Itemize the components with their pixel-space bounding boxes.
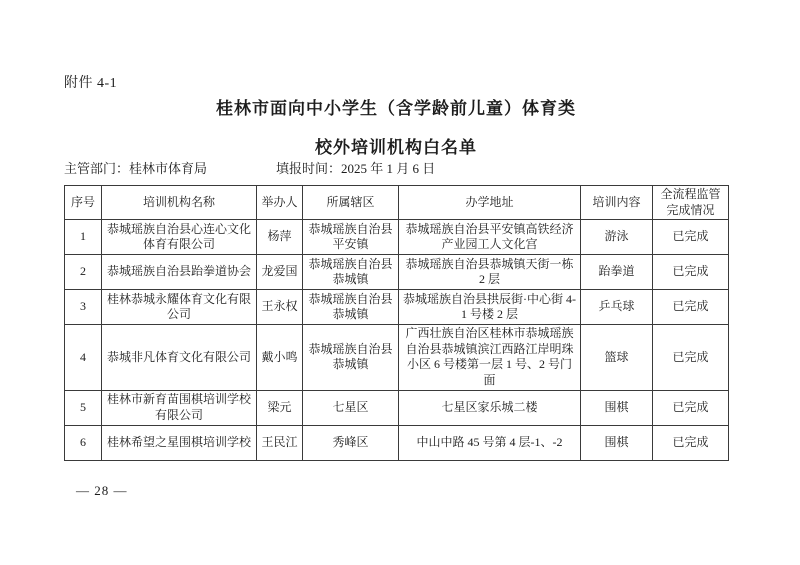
table-cell: 杨萍 — [257, 220, 303, 255]
table-cell: 6 — [65, 425, 102, 460]
table-cell: 戴小鸣 — [257, 325, 303, 390]
table-row — [65, 255, 729, 290]
table-cell: 恭城瑶族自治县平安镇 — [303, 220, 399, 255]
table-cell: 中山中路 45 号第 4 层-1、-2 — [399, 425, 581, 460]
table-cell: 恭城瑶族自治县恭城镇天街一栋 2 层 — [399, 255, 581, 290]
table-cell: 恭城瑶族自治县恭城镇 — [303, 290, 399, 325]
table-cell: 游泳 — [581, 220, 653, 255]
meta-row — [64, 158, 728, 177]
header-cell: 所属辖区 — [303, 186, 399, 220]
document-title — [64, 94, 728, 158]
table-cell: 2 — [65, 255, 102, 290]
table-cell: 乒乓球 — [581, 290, 653, 325]
header-cell: 办学地址 — [399, 186, 581, 220]
table-cell: 广西壮族自治区桂林市恭城瑶族自治县恭城镇滨江西路江岸明珠小区 6 号楼第一层 1 号、2 号门面 — [399, 325, 581, 390]
table-body — [65, 220, 729, 460]
table-cell: 恭城瑶族自治县拱辰街·中心街 4-1 号楼 2 层 — [399, 290, 581, 325]
table-cell: 跆拳道 — [581, 255, 653, 290]
table-row — [65, 220, 729, 255]
table-cell: 桂林恭城永耀体育文化有限公司 — [102, 290, 257, 325]
table-cell: 已完成 — [653, 390, 729, 425]
table-cell: 恭城瑶族自治县恭城镇 — [303, 325, 399, 390]
title-line-2: 校外培训机构白名单 — [315, 138, 477, 157]
table-cell: 王永权 — [257, 290, 303, 325]
table-row — [65, 290, 729, 325]
table-cell: 恭城瑶族自治县恭城镇 — [303, 255, 399, 290]
table-row — [65, 390, 729, 425]
table-cell: 恭城非凡体育文化有限公司 — [102, 325, 257, 390]
table-cell: 龙爱国 — [257, 255, 303, 290]
table-cell: 恭城瑶族自治县跆拳道协会 — [102, 255, 257, 290]
department-label: 主管部门：桂林市体育局 — [64, 161, 208, 176]
table-cell: 恭城瑶族自治县心连心文化体育有限公司 — [102, 220, 257, 255]
table-cell: 已完成 — [653, 425, 729, 460]
table-cell: 梁元 — [257, 390, 303, 425]
page-number: — 28 — — [76, 483, 128, 498]
table-cell: 七星区 — [303, 390, 399, 425]
table-row — [65, 425, 729, 460]
table-cell: 4 — [65, 325, 102, 390]
whitelist-table — [64, 185, 729, 461]
header-cell: 培训内容 — [581, 186, 653, 220]
table-cell: 已完成 — [653, 255, 729, 290]
table-row — [65, 325, 729, 390]
report-date-label: 填报时间：2025 年 1 月 6 日 — [276, 161, 436, 176]
attachment-label: 附件 4-1 — [64, 76, 118, 91]
table-cell: 已完成 — [653, 290, 729, 325]
table-cell: 已完成 — [653, 325, 729, 390]
table-cell: 篮球 — [581, 325, 653, 390]
table-cell: 七星区家乐城二楼 — [399, 390, 581, 425]
header-cell: 全流程监管完成情况 — [653, 186, 729, 220]
table-cell: 5 — [65, 390, 102, 425]
table-cell: 桂林市新育苗围棋培训学校有限公司 — [102, 390, 257, 425]
table-cell: 3 — [65, 290, 102, 325]
header-cell: 举办人 — [257, 186, 303, 220]
table-cell: 恭城瑶族自治县平安镇高铁经济产业园工人文化宫 — [399, 220, 581, 255]
table-cell: 1 — [65, 220, 102, 255]
table-cell: 已完成 — [653, 220, 729, 255]
header-cell: 培训机构名称 — [102, 186, 257, 220]
table-header-row — [65, 186, 729, 220]
table-cell: 桂林希望之星围棋培训学校 — [102, 425, 257, 460]
header-cell: 序号 — [65, 186, 102, 220]
table-cell: 围棋 — [581, 425, 653, 460]
table-cell: 围棋 — [581, 390, 653, 425]
table-cell: 王民江 — [257, 425, 303, 460]
title-line-1: 桂林市面向中小学生（含学龄前儿童）体育类 — [216, 99, 576, 118]
table-cell: 秀峰区 — [303, 425, 399, 460]
